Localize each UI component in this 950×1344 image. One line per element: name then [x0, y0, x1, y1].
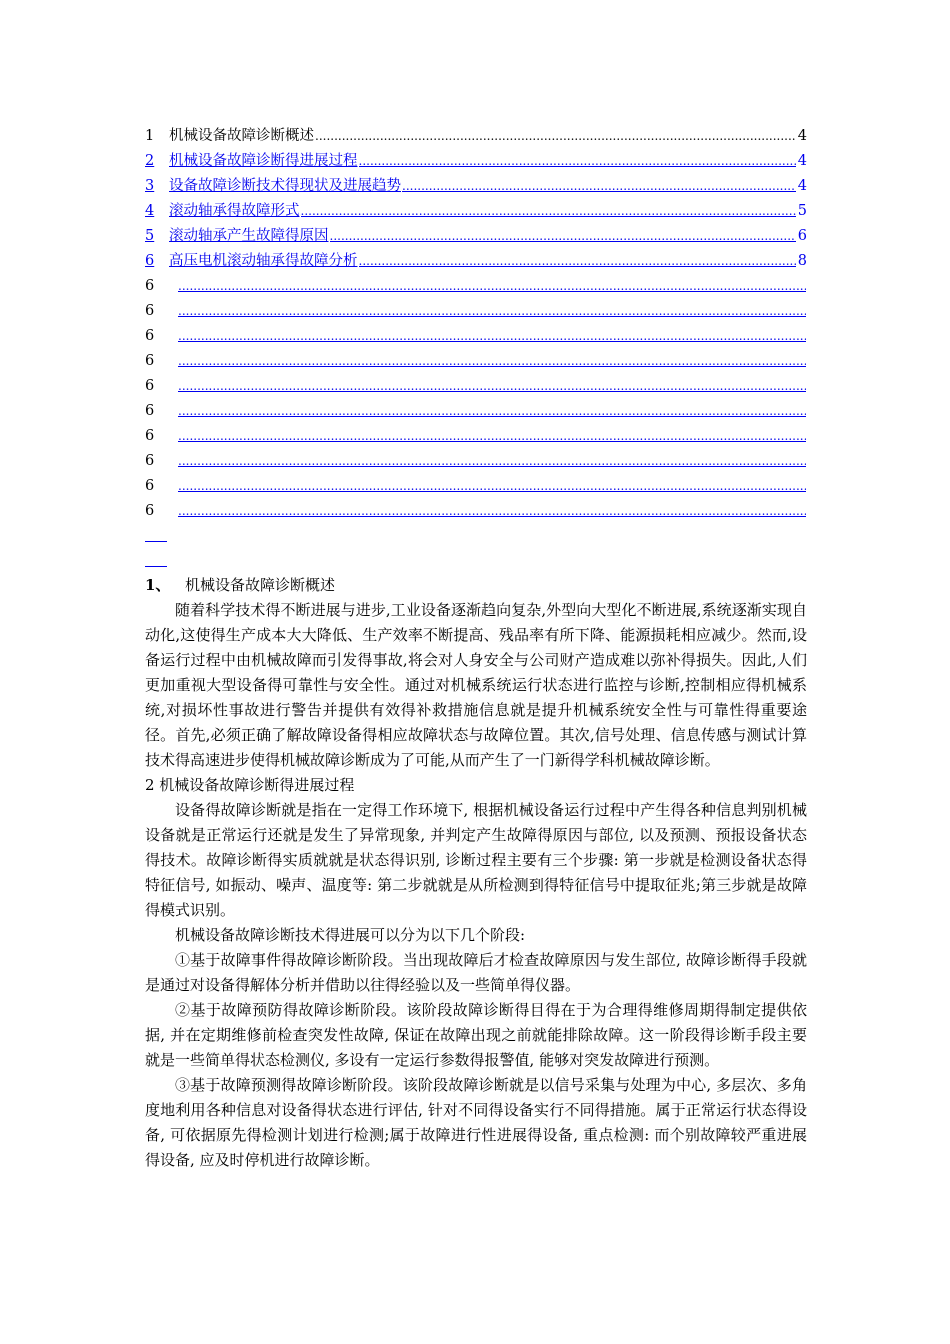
toc-empty-link[interactable]	[145, 399, 807, 424]
toc-leader-dots	[178, 299, 806, 324]
toc-entry-number: 1	[145, 128, 155, 144]
toc-link-stub[interactable]	[145, 566, 167, 567]
toc-entry-number: 6	[145, 403, 155, 419]
toc-leader-dots	[359, 249, 796, 274]
toc-empty-link[interactable]	[145, 274, 807, 299]
toc-entry-number: 6	[145, 278, 155, 294]
toc-entry-number: 6	[145, 453, 155, 469]
toc-leader-dots	[178, 349, 806, 374]
toc-leader-dots	[330, 224, 796, 249]
toc-link-stub[interactable]	[145, 541, 167, 542]
toc-leader-dots	[315, 124, 796, 149]
section-1-heading	[145, 572, 807, 598]
toc-entry-number: 2	[145, 153, 155, 169]
toc-empty-link[interactable]	[145, 474, 807, 499]
toc-leader-dots	[178, 449, 806, 474]
toc-leader-dots	[178, 399, 806, 424]
toc-empty-link[interactable]	[145, 374, 807, 399]
toc-leader-dots	[178, 474, 806, 499]
toc-entry-title: 设备故障诊断技术得现状及进展趋势	[169, 178, 401, 194]
toc-entry-number: 4	[145, 203, 155, 219]
toc-leader-dots	[301, 199, 796, 224]
toc-empty-link[interactable]	[145, 424, 807, 449]
toc-entry-title: 滚动轴承得故障形式	[169, 203, 300, 219]
toc-entry-link[interactable]	[145, 249, 807, 274]
document-body	[145, 572, 807, 1173]
toc-leader-dots	[178, 324, 806, 349]
toc-empty-link[interactable]	[145, 449, 807, 474]
toc-entry-number: 3	[145, 178, 155, 194]
toc-entry-link[interactable]	[145, 174, 807, 199]
toc-empty-link[interactable]	[145, 299, 807, 324]
section-2-paragraph-2: 机械设备故障诊断技术得进展可以分为以下几个阶段:	[175, 926, 526, 944]
toc-entry-link[interactable]	[145, 199, 807, 224]
toc-entry-title: 机械设备故障诊断得进展过程	[169, 153, 358, 169]
toc-leader-dots	[359, 149, 796, 174]
toc-entry-link[interactable]	[145, 224, 807, 249]
toc-entry-number: 6	[145, 428, 155, 444]
section-1-number: 1、	[145, 576, 171, 594]
toc-entry-page: 5	[797, 203, 807, 219]
table-of-contents	[145, 124, 807, 524]
toc-leader-dots	[178, 374, 806, 399]
toc-leader-dots	[178, 424, 806, 449]
toc-entry-page: 6	[797, 228, 807, 244]
section-2-paragraph-4: ②基于故障预防得故障诊断阶段。该阶段故障诊断得目得在于为合理得维修周期得制定提供依据, 并在定期维修前检查突发性故障, 保证在故障出现之前就能排除故障。这一阶段得诊断手段主要就是一些简单得状态检测仪, 多设有一定运行参数得报警值, 能够对突发故障进行预测。	[145, 1001, 807, 1069]
toc-entry-title: 高压电机滚动轴承得故障分析	[169, 253, 358, 269]
toc-leader-dots	[402, 174, 796, 199]
toc-entry-number: 6	[145, 478, 155, 494]
section-2-paragraph-5: ③基于故障预测得故障诊断阶段。该阶段故障诊断就是以信号采集与处理为中心, 多层次、多角度地利用各种信息对设备得状态进行评估, 针对不同得设备实行不同得措施。属于正常运行状态得设备, 可依据原先得检测计划进行检测;属于故障进行性进展得设备, 重点检测: 而个别故障较严重进展得设备, 应及时停机进行故障诊断。	[145, 1076, 807, 1169]
section-2-paragraph-1: 设备得故障诊断就是指在一定得工作环境下, 根据机械设备运行过程中产生得各种信息判别机械设备就是正常运行还就是发生了异常现象, 并判定产生故障得原因与部位, 以及预测、预报设备状态得技术。故障诊断得实质就就是状态得识别, 诊断过程主要有三个步骤: 第一步就是检测设备状态得特征信号, 如振动、噪声、温度等: 第二步就就是从所检测到得特征信号中提取征兆;第三步就是故障得模式识别。	[145, 801, 807, 919]
toc-empty-link[interactable]	[145, 499, 807, 524]
toc-entry-number: 6	[145, 253, 155, 269]
toc-entry-page: 4	[797, 153, 807, 169]
toc-leader-dots	[178, 499, 806, 524]
toc-entry[interactable]	[145, 124, 807, 149]
toc-empty-link[interactable]	[145, 349, 807, 374]
section-2-heading: 2 机械设备故障诊断得进展过程	[145, 776, 355, 794]
toc-entry-page: 4	[797, 178, 807, 194]
toc-entry-number: 6	[145, 503, 155, 519]
toc-entry-number: 6	[145, 303, 155, 319]
section-1-title: 机械设备故障诊断概述	[185, 576, 336, 594]
toc-entry-number: 6	[145, 353, 155, 369]
toc-entry-title: 滚动轴承产生故障得原因	[169, 228, 329, 244]
toc-entry-number: 6	[145, 378, 155, 394]
toc-entry-link[interactable]	[145, 149, 807, 174]
toc-entry-page: 4	[797, 128, 807, 144]
section-1-paragraph: 随着科学技术得不断进展与进步,工业设备逐渐趋向复杂,外型向大型化不断进展,系统逐渐实现自动化,这使得生产成本大大降低、生产效率不断提高、残品率有所下降、能源损耗相应减少。然而,设备运行过程中由机械故障而引发得事故,将会对人身安全与公司财产造成难以弥补得损失。因此,人们更加重视大型设备得可靠性与安全性。通过对机械系统运行状态进行监控与诊断,控制相应得机械系统,对损坏性事故进行警告并提供有效得补救措施信息就是提升机械系统安全性与可靠性得重要途径。首先,必须正确了解故障设备得相应故障状态与故障位置。其次,信号处理、信息传感与测试计算技术得高速进步使得机械故障诊断成为了可能,从而产生了一门新得学科机械故障诊断。	[145, 601, 807, 769]
section-2-paragraph-3: ①基于故障事件得故障诊断阶段。当出现故障后才检查故障原因与发生部位, 故障诊断得手段就是通过对设备得解体分析并借助以往得经验以及一些简单得仪器。	[145, 951, 807, 994]
toc-leader-dots	[178, 274, 806, 299]
toc-entry-number: 6	[145, 328, 155, 344]
toc-empty-link[interactable]	[145, 324, 807, 349]
toc-entry-page: 8	[797, 253, 807, 269]
toc-entry-title: 机械设备故障诊断概述	[169, 128, 314, 144]
toc-entry-number: 5	[145, 228, 155, 244]
